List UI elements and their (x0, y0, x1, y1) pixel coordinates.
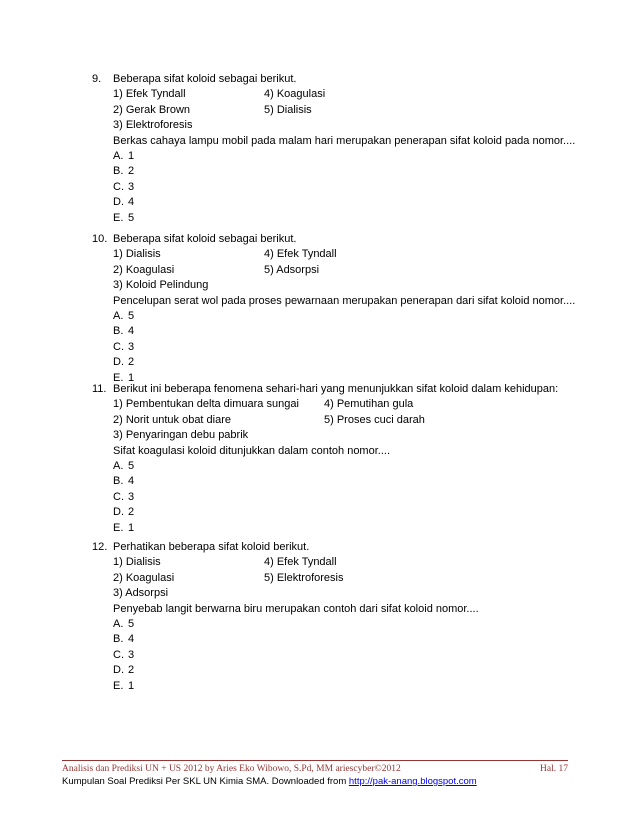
question-intro (92, 232, 592, 247)
option-value: 4 (128, 633, 135, 646)
footer-credits: Analisis dan Prediksi UN + US 2012 by Aries Eko Wibowo, S.Pd, MM ariescyber©2012 (62, 764, 401, 774)
answer-option[interactable] (92, 521, 592, 536)
option-value: 5 (128, 309, 135, 322)
statement-row (92, 571, 592, 586)
statement-item: 2) Koagulasi (113, 263, 175, 276)
statement-row (92, 413, 592, 428)
statement-item: 4) Efek Tyndall (264, 248, 337, 261)
question-intro (92, 72, 592, 87)
statement-row (92, 118, 592, 133)
option-value: 1 (128, 679, 135, 692)
statement-item: 2) Gerak Brown (113, 103, 191, 116)
statement-item: 3) Penyaringan debu pabrik (113, 429, 249, 442)
statement-row (92, 87, 592, 102)
option-label: D. (113, 506, 124, 519)
question-number: 11. (92, 383, 107, 395)
page-number: Hal. 17 (540, 764, 568, 774)
option-label: E. (113, 521, 124, 534)
footer-divider (62, 760, 568, 761)
option-label: D. (113, 196, 124, 209)
question-intro-text: Berikut ini beberapa fenomena sehari-hari yang menunjukkan sifat koloid dalam kehidupan: (113, 383, 559, 395)
option-label: A. (113, 617, 124, 630)
statement-row (92, 263, 592, 278)
option-label: C. (113, 180, 124, 193)
option-value: 5 (128, 211, 135, 224)
footer-source (62, 776, 477, 787)
answer-option[interactable] (92, 309, 592, 324)
option-label: A. (113, 149, 124, 162)
statement-row (92, 247, 592, 262)
option-label: C. (113, 648, 124, 661)
question-1 (92, 72, 592, 226)
question-stem: Berkas cahaya lampu mobil pada malam hari merupakan penerapan sifat koloid pada nomor.... (113, 134, 576, 147)
option-value: 1 (128, 371, 135, 384)
statement-item: 4) Koagulasi (264, 88, 326, 101)
statement-item: 5) Dialisis (264, 103, 312, 116)
answer-option[interactable] (92, 180, 592, 195)
option-label: E. (113, 371, 124, 384)
option-value: 3 (128, 180, 135, 193)
option-value: 3 (128, 490, 135, 503)
option-value: 5 (128, 459, 135, 472)
option-value: 2 (128, 506, 135, 519)
answer-option[interactable] (92, 679, 592, 694)
option-value: 2 (128, 356, 135, 369)
answer-option[interactable] (92, 324, 592, 339)
answer-option[interactable] (92, 505, 592, 520)
statement-row (92, 428, 592, 443)
statement-item: 1) Efek Tyndall (113, 88, 186, 101)
answer-option[interactable] (92, 474, 592, 489)
option-value: 4 (128, 325, 135, 338)
answer-option[interactable] (92, 632, 592, 647)
answer-option[interactable] (92, 164, 592, 179)
option-label: B. (113, 633, 124, 646)
statement-item: 3) Elektroforesis (113, 119, 193, 132)
question-intro-text: Beberapa sifat koloid sebagai berikut. (113, 73, 297, 85)
statement-item: 1) Pembentukan delta dimuara sungai (113, 398, 299, 411)
statement-item: 4) Efek Tyndall (264, 556, 337, 569)
option-value: 4 (128, 475, 135, 488)
answer-option[interactable] (92, 663, 592, 678)
option-value: 1 (128, 149, 135, 162)
answer-option[interactable] (92, 355, 592, 370)
statement-item: 3) Adsorpsi (113, 587, 169, 600)
statement-row (92, 555, 592, 570)
option-value: 3 (128, 340, 135, 353)
option-label: C. (113, 490, 124, 503)
question-intro-text: Perhatikan beberapa sifat koloid berikut. (113, 541, 310, 553)
answer-option[interactable] (92, 149, 592, 164)
option-value: 2 (128, 664, 135, 677)
question-intro-text: Beberapa sifat koloid sebagai berikut. (113, 233, 297, 245)
answer-option[interactable] (92, 340, 592, 355)
option-value: 1 (128, 521, 135, 534)
option-value: 5 (128, 617, 135, 630)
question-intro (92, 382, 592, 397)
statement-item: 5) Proses cuci darah (324, 413, 425, 426)
question-number: 12. (92, 541, 108, 553)
statement-row (92, 103, 592, 118)
option-label: E. (113, 211, 124, 224)
option-label: D. (113, 664, 124, 677)
answer-option[interactable] (92, 195, 592, 210)
statement-item: 5) Adsorpsi (264, 263, 320, 276)
option-label: A. (113, 309, 124, 322)
source-link[interactable]: http://pak-anang.blogspot.com (348, 776, 477, 787)
statement-row (92, 586, 592, 601)
question-stem: Pencelupan serat wol pada proses pewarnaan merupakan penerapan dari sifat koloid nomor.... (113, 294, 576, 307)
option-label: E. (113, 679, 124, 692)
question-3 (92, 382, 592, 536)
question-stem: Sifat koagulasi koloid ditunjukkan dalam contoh nomor.... (113, 444, 390, 457)
statement-item: 1) Dialisis (113, 248, 161, 261)
option-label: B. (113, 475, 124, 488)
footer-source-text: Kumpulan Soal Prediksi Per SKL UN Kimia SMA. Downloaded from (62, 776, 349, 787)
option-value: 4 (128, 196, 135, 209)
question-number: 10. (92, 233, 108, 245)
question-intro (92, 540, 592, 555)
statement-item: 5) Elektroforesis (264, 571, 344, 584)
answer-option[interactable] (92, 490, 592, 505)
statement-item: 4) Pemutihan gula (324, 398, 414, 411)
statement-item: 2) Koagulasi (113, 571, 175, 584)
statement-item: 2) Norit untuk obat diare (113, 413, 232, 426)
answer-option[interactable] (92, 617, 592, 632)
question-stem: Penyebab langit berwarna biru merupakan contoh dari sifat koloid nomor.... (113, 602, 479, 615)
question-4 (92, 540, 592, 694)
statement-row (92, 278, 592, 293)
option-label: A. (113, 459, 124, 472)
statement-item: 1) Dialisis (113, 556, 161, 569)
option-label: D. (113, 356, 124, 369)
option-value: 3 (128, 648, 135, 661)
question-number: 9. (92, 73, 102, 85)
option-value: 2 (128, 165, 135, 178)
option-label: B. (113, 325, 124, 338)
option-label: B. (113, 165, 124, 178)
option-label: C. (113, 340, 124, 353)
answer-option[interactable] (92, 459, 592, 474)
question-2 (92, 232, 592, 386)
answer-option[interactable] (92, 211, 592, 226)
statement-item: 3) Koloid Pelindung (113, 279, 209, 292)
answer-option[interactable] (92, 648, 592, 663)
statement-row (92, 397, 592, 412)
